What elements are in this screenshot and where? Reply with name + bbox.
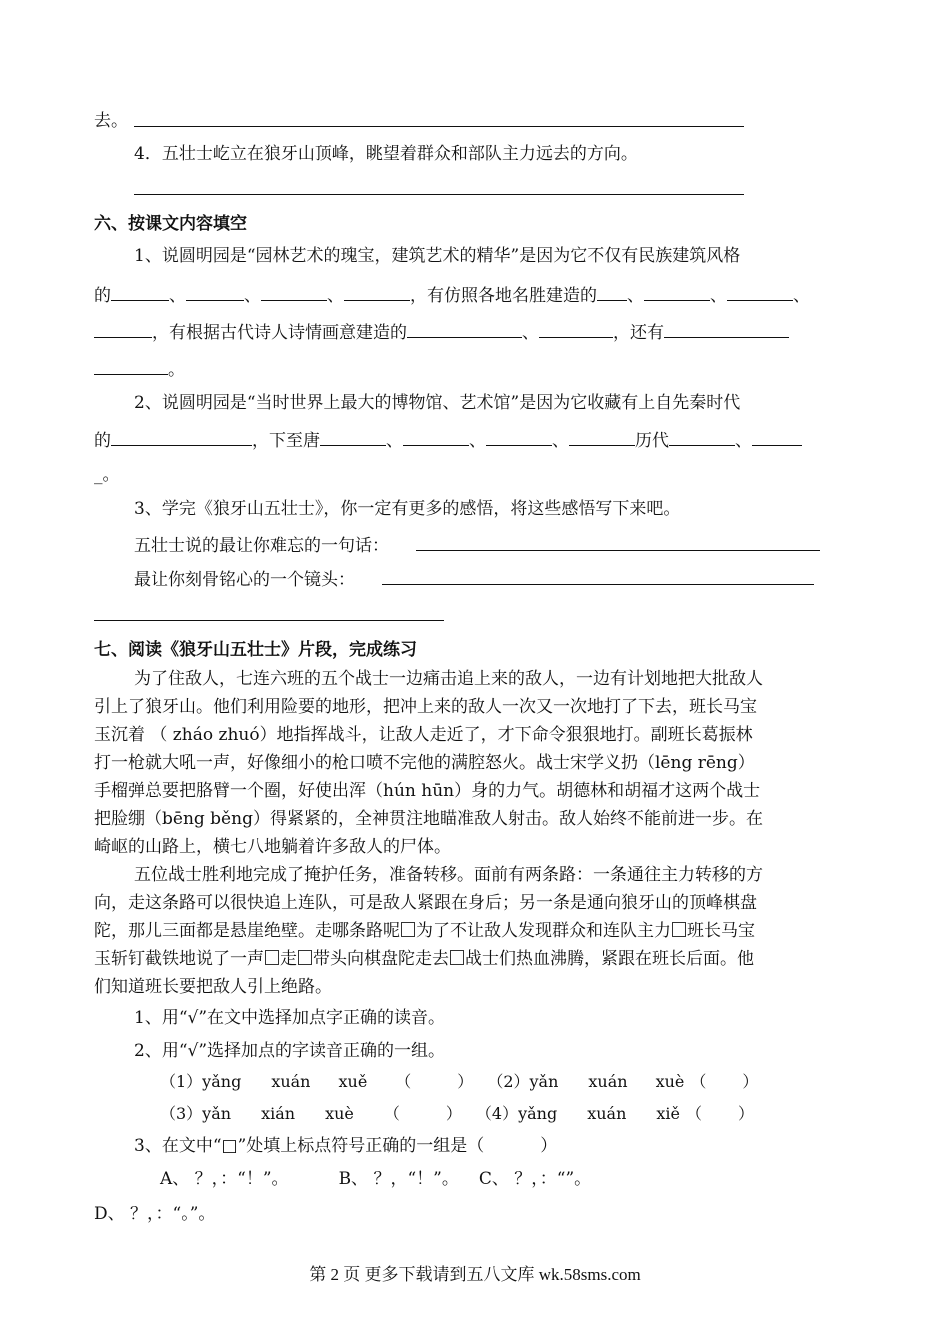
- passage-line: 向，走这条路可以很快追上连队，可是敌人紧跟在身后；另一条是通向狼牙山的顶峰棋盘: [94, 893, 757, 913]
- sec6-q2-line2: 的 ，下至唐 、 、 、 历代 、: [94, 429, 802, 452]
- passage-line: 引上了狼牙山。他们利用险要的地形，把冲上来的敌人一次又一次地打了下去，班长马宝: [94, 697, 757, 717]
- passage-line: 陀，那儿三面都是悬崖绝壁。走哪条路呢 为了不让敌人发现群众和连队主力 班长马宝: [94, 921, 755, 941]
- answer-line-prefix: 去。: [94, 111, 128, 131]
- sec7-q1: 1、用“√”在文中选择加点字正确的读音。: [134, 1008, 446, 1028]
- question-item-4: 4．五壮士屹立在狼牙山顶峰，眺望着群众和部队主力远去的方向。: [134, 144, 638, 164]
- blank-box: [450, 950, 464, 965]
- answer-line: [94, 620, 444, 621]
- sec6-q1-line3: ，有根据古代诗人诗情画意建造的 、 ，还有: [94, 321, 789, 344]
- sec6-q2-line3: _。: [94, 465, 120, 485]
- sec7-q2: 2、用“√”选择加点的字读音正确的一组。: [134, 1041, 446, 1061]
- sec6-q1-line4: 。: [94, 358, 185, 381]
- passage-line: 崎岖的山路上，横七八地躺着许多敌人的尸体。: [94, 837, 451, 857]
- sec6-q3: 3、学完《狼牙山五壮士》，你一定有更多的感悟，将这些感悟写下来吧。: [134, 499, 681, 519]
- blank-box: [265, 950, 279, 965]
- passage-line: 打一枪就大吼一声，好像细小的枪口喷不完他的满腔怒火。战士宋学义扔（lēng rēng）: [94, 753, 755, 773]
- page-footer: 第 2 页 更多下载请到五八文库 wk.58sms.com: [309, 1265, 641, 1284]
- passage-line: 们知道班长要把敌人引上绝路。: [94, 977, 332, 997]
- answer-line: [134, 194, 744, 195]
- blank-box: [298, 950, 312, 965]
- sec6-q2-line1: 2、说圆明园是“当时世界上最大的博物馆、艺术馆”是因为它收藏有上自先秦时代: [134, 393, 741, 413]
- passage-line: 手榴弹总要把胳臂一个圈，好使出浑（hún hūn）身的力气。胡德林和胡福才这两个战士: [94, 781, 761, 801]
- sec6-q3-sentence-prompt: 五壮士说的最让你难忘的一句话：: [134, 536, 389, 556]
- passage-line: 玉斩钉截铁地说了一声 走 带头向棋盘陀走去 战士们热血沸腾，紧跟在班长后面。他: [94, 949, 754, 969]
- passage-line: 玉沉着 （ zháo zhuó）地指挥战斗，让敌人走近了，才下命令狠狠地打。副班长葛振林: [94, 725, 753, 745]
- blank-box: [401, 922, 415, 937]
- sec7-q3-choice-d: D、 ？，：“。”。: [94, 1204, 216, 1224]
- passage-line: 把脸绷（bēng běng）得紧紧的，全神贯注地瞄准敌人射击。敌人始终不能前进一步。在: [94, 809, 763, 829]
- section-heading-6: 六、按课文内容填空: [94, 214, 247, 234]
- passage-line: 五位战士胜利地完成了掩护任务，准备转移。面前有两条路：一条通往主力转移的方: [134, 865, 763, 885]
- answer-line: [382, 584, 814, 585]
- answer-line: [134, 126, 744, 127]
- blank-box: [672, 922, 686, 937]
- passage-line: 为了住敌人，七连六班的五个战士一边痛击追上来的敌人，一边有计划地把大批敌人: [134, 669, 763, 689]
- sec7-q2-options-row1: （1）yǎng xuán xuě （ ） （2）yǎn xuán xuè （ ）: [160, 1072, 759, 1091]
- answer-line: [416, 550, 820, 551]
- sec6-q1-line1: 1、说圆明园是“园林艺术的瑰宝，建筑艺术的精华”是因为它不仅有民族建筑风格: [134, 246, 741, 266]
- sec7-q3-choices: A、 ？，：“！”。 B、 ？，“！”。 C、 ？，：“”。: [160, 1169, 592, 1189]
- sec7-q3: 3、在文中“□”处填上标点符号正确的一组是（ ）: [134, 1136, 558, 1156]
- sec7-q2-options-row2: （3）yǎn xián xuè （ ） （4）yǎng xuán xiě （ ）: [160, 1104, 755, 1123]
- section-heading-7: 七、阅读《狼牙山五壮士》片段，完成练习: [94, 640, 417, 660]
- sec6-q1-line2: 的 、 、 、 ，有仿照各地名胜建造的 、 、 、: [94, 286, 810, 306]
- sec6-q3-scene-prompt: 最让你刻骨铭心的一个镜头：: [134, 570, 355, 590]
